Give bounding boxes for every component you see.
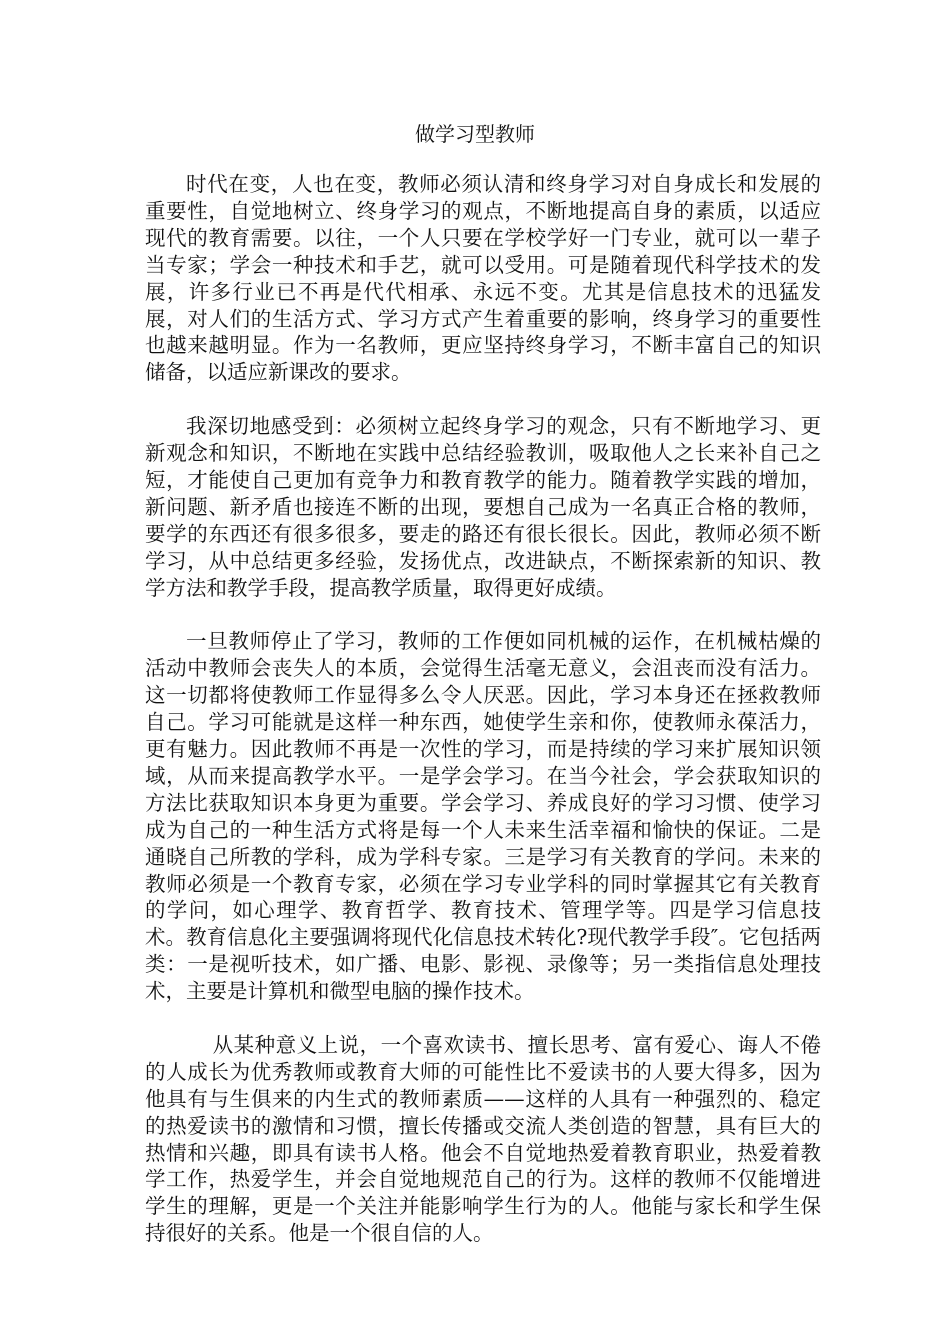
paragraph-2: 我深切地感受到：必须树立起终身学习的观念，只有不断地学习、更新观念和知识，不断地在实践中总结经验教训，吸取他人之长来补自己之短，才能使自己更加有竞争力和教育教学的能力。随着教学实践的增加，新问题、新矛盾也接连不断的出现，要想自己成为一名真正合格的教师，要学的东西还有很多很多，要走的路还有很长很长。因此，教师必须不断学习，从中总结更多经验，发扬优点，改进缺点，不断探索新的知识、教学方法和教学手段，提高教学质量，取得更好成绩。 — [145, 414, 821, 600]
paragraph-4: 从某种意义上说，一个喜欢读书、擅长思考、富有爱心、诲人不倦的人成长为优秀教师或教育大师的可能性比不爱读书的人要大得多，因为他具有与生俱来的内生式的教师素质——这样的人具有一种强烈的、稳定的热爱读书的激情和习惯，擅长传播或交流人类创造的智慧，具有巨大的热情和兴趣，即具有读书人格。他会不自觉地热爱着教育职业，热爱着教学工作，热爱学生，并会自觉地规范自己的行为。这样的教师不仅能增进学生的理解，更是一个关注并能影响学生行为的人。他能与家长和学生保持很好的关系。他是一个很自信的人。 — [145, 1032, 821, 1246]
paragraph-1: 时代在变，人也在变，教师必须认清和终身学习对自身成长和发展的重要性，自觉地树立、终身学习的观点，不断地提高自身的素质，以适应现代的教育需要。以往，一个人只要在学校学好一门专业，就可以一辈子当专家；学会一种技术和手艺，就可以受用。可是随着现代科学技术的发展，许多行业已不再是代代相承、永远不变。尤其是信息技术的迅猛发展，对人们的生活方式、学习方式产生着重要的影响，终身学习的重要性也越来越明显。作为一名教师，更应坚持终身学习，不断丰富自己的知识储备，以适应新课改的要求。 — [145, 172, 821, 385]
document-body — [145, 171, 821, 1274]
document-title: 做学习型教师 — [415, 122, 535, 146]
paragraph-3: 一旦教师停止了学习，教师的工作便如同机械的运作，在机械枯燥的活动中教师会丧失人的本质，会觉得生活毫无意义，会沮丧而没有活力。这一切都将使教师工作显得多么令人厌恶。因此，学习本身还在拯救教师自己。学习可能就是这样一种东西，她使学生亲和你，使教师永葆活力，更有魅力。因此教师不再是一次性的学习，而是持续的学习来扩展知识领域，从而来提高教学水平。一是学会学习。在当今社会，学会获取知识的方法比获取知识本身更为重要。学会学习、养成良好的学习习惯、使学习成为自己的一种生活方式将是每一个人未来生活幸福和愉快的保证。二是通晓自己所教的学科，成为学科专家。三是学习有关教育的学问。未来的教师必须是一个教育专家，必须在学习专业学科的同时掌握其它有关教育的学问，如心理学、教育哲学、教育技术、管理学等。四是学习信息技术。教育信息化主要强调将现代化信息技术转化?现代教学手段″。它包括两类：一是视听技术，如广播、电影、影视、录像等；另一类指信息处理技术，主要是计算机和微型电脑的操作技术。 — [145, 629, 821, 1004]
